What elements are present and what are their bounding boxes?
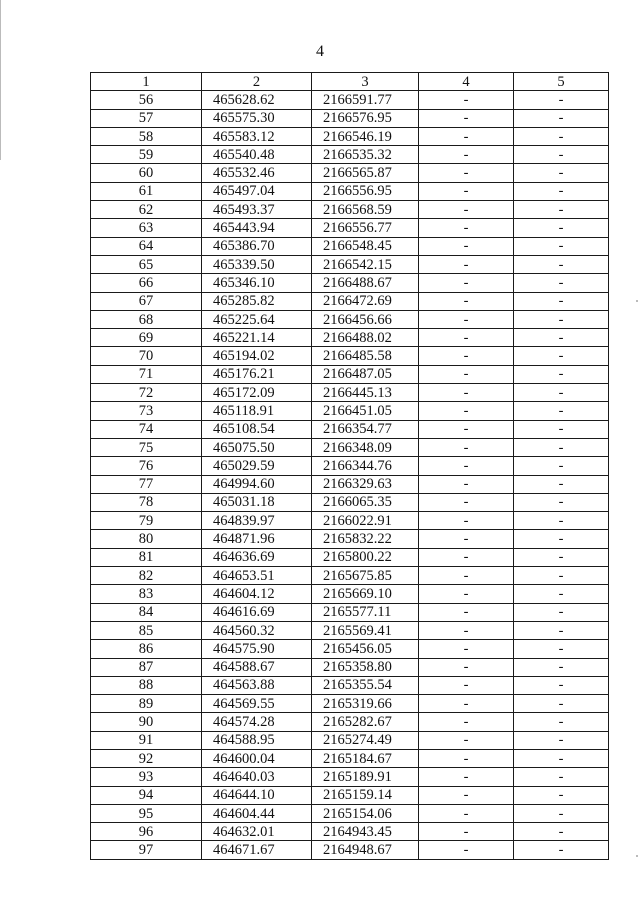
column-5-cell: - xyxy=(514,329,609,347)
x-coordinate-cell: 464839.97 xyxy=(202,512,312,530)
x-coordinate-cell: 464644.10 xyxy=(202,786,312,804)
x-coordinate-cell: 465628.62 xyxy=(202,91,312,109)
table-row xyxy=(91,530,609,548)
table-row xyxy=(91,384,609,402)
point-number-cell: 71 xyxy=(91,365,202,383)
y-coordinate-cell: 2166556.95 xyxy=(312,182,419,200)
y-coordinate-cell: 2166348.09 xyxy=(312,438,419,456)
column-5-cell: - xyxy=(514,548,609,566)
point-number-cell: 62 xyxy=(91,201,202,219)
y-coordinate-cell: 2165319.66 xyxy=(312,695,419,713)
column-4-cell: - xyxy=(419,621,514,639)
table-row xyxy=(91,731,609,749)
point-number-cell: 59 xyxy=(91,146,202,164)
column-4-cell: - xyxy=(419,347,514,365)
column-4-cell: - xyxy=(419,823,514,841)
table-row xyxy=(91,841,609,859)
point-number-cell: 66 xyxy=(91,274,202,292)
x-coordinate-cell: 464653.51 xyxy=(202,567,312,585)
column-4-cell: - xyxy=(419,713,514,731)
x-coordinate-cell: 464569.55 xyxy=(202,695,312,713)
y-coordinate-cell: 2165358.80 xyxy=(312,658,419,676)
x-coordinate-cell: 464632.01 xyxy=(202,823,312,841)
table-row xyxy=(91,475,609,493)
point-number-cell: 84 xyxy=(91,603,202,621)
x-coordinate-cell: 464604.44 xyxy=(202,804,312,822)
page-number: 4 xyxy=(316,43,324,60)
y-coordinate-cell: 2164943.45 xyxy=(312,823,419,841)
column-5-cell: - xyxy=(514,438,609,456)
x-coordinate-cell: 465540.48 xyxy=(202,146,312,164)
column-4-cell: - xyxy=(419,127,514,145)
column-5-cell: - xyxy=(514,621,609,639)
column-5-cell: - xyxy=(514,640,609,658)
point-number-cell: 83 xyxy=(91,585,202,603)
column-4-cell: - xyxy=(419,585,514,603)
column-5-cell: - xyxy=(514,603,609,621)
column-5-cell: - xyxy=(514,804,609,822)
point-number-cell: 67 xyxy=(91,292,202,310)
y-coordinate-cell: 2166065.35 xyxy=(312,493,419,511)
y-coordinate-cell: 2166488.02 xyxy=(312,329,419,347)
column-5-cell: - xyxy=(514,109,609,127)
table-row xyxy=(91,347,609,365)
y-coordinate-cell: 2164948.67 xyxy=(312,841,419,859)
y-coordinate-cell: 2165282.67 xyxy=(312,713,419,731)
y-coordinate-cell: 2166445.13 xyxy=(312,384,419,402)
column-4-cell: - xyxy=(419,146,514,164)
column-5-cell: - xyxy=(514,219,609,237)
y-coordinate-cell: 2165274.49 xyxy=(312,731,419,749)
point-number-cell: 78 xyxy=(91,493,202,511)
point-number-cell: 89 xyxy=(91,695,202,713)
column-5-cell: - xyxy=(514,384,609,402)
x-coordinate-cell: 465225.64 xyxy=(202,310,312,328)
y-coordinate-cell: 2166488.67 xyxy=(312,274,419,292)
column-4-cell: - xyxy=(419,548,514,566)
column-5-cell: - xyxy=(514,146,609,164)
table-row xyxy=(91,329,609,347)
column-5-cell: - xyxy=(514,310,609,328)
column-4-cell: - xyxy=(419,292,514,310)
y-coordinate-cell: 2166546.19 xyxy=(312,127,419,145)
x-coordinate-cell: 465443.94 xyxy=(202,219,312,237)
table-row xyxy=(91,164,609,182)
column-4-cell: - xyxy=(419,438,514,456)
table-row xyxy=(91,255,609,273)
x-coordinate-cell: 464640.03 xyxy=(202,768,312,786)
x-coordinate-cell: 464671.67 xyxy=(202,841,312,859)
y-coordinate-cell: 2166022.91 xyxy=(312,512,419,530)
point-number-cell: 74 xyxy=(91,420,202,438)
x-coordinate-cell: 465285.82 xyxy=(202,292,312,310)
table-row xyxy=(91,201,609,219)
column-5-cell: - xyxy=(514,237,609,255)
x-coordinate-cell: 464560.32 xyxy=(202,621,312,639)
y-coordinate-cell: 2166542.15 xyxy=(312,255,419,273)
y-coordinate-cell: 2165189.91 xyxy=(312,768,419,786)
column-5-cell: - xyxy=(514,475,609,493)
column-4-cell: - xyxy=(419,255,514,273)
column-4-cell: - xyxy=(419,457,514,475)
point-number-cell: 82 xyxy=(91,567,202,585)
x-coordinate-cell: 464636.69 xyxy=(202,548,312,566)
column-4-cell: - xyxy=(419,182,514,200)
column-5-cell: - xyxy=(514,91,609,109)
column-5-cell: - xyxy=(514,841,609,859)
y-coordinate-cell: 2166344.76 xyxy=(312,457,419,475)
coordinates-table xyxy=(90,72,609,860)
x-coordinate-cell: 464871.96 xyxy=(202,530,312,548)
table-row xyxy=(91,91,609,109)
point-number-cell: 64 xyxy=(91,237,202,255)
point-number-cell: 68 xyxy=(91,310,202,328)
column-5-cell: - xyxy=(514,512,609,530)
point-number-cell: 80 xyxy=(91,530,202,548)
y-coordinate-cell: 2165669.10 xyxy=(312,585,419,603)
y-coordinate-cell: 2165154.06 xyxy=(312,804,419,822)
x-coordinate-cell: 464600.04 xyxy=(202,749,312,767)
column-4-cell: - xyxy=(419,109,514,127)
y-coordinate-cell: 2165675.85 xyxy=(312,567,419,585)
point-number-cell: 76 xyxy=(91,457,202,475)
column-5-cell: - xyxy=(514,402,609,420)
table-row xyxy=(91,786,609,804)
point-number-cell: 92 xyxy=(91,749,202,767)
table-row xyxy=(91,402,609,420)
table-row xyxy=(91,823,609,841)
y-coordinate-cell: 2166565.87 xyxy=(312,164,419,182)
y-coordinate-cell: 2165577.11 xyxy=(312,603,419,621)
column-5-cell: - xyxy=(514,786,609,804)
column-5-cell: - xyxy=(514,274,609,292)
table-header-row xyxy=(91,73,609,91)
x-coordinate-cell: 465176.21 xyxy=(202,365,312,383)
column-4-cell: - xyxy=(419,420,514,438)
point-number-cell: 94 xyxy=(91,786,202,804)
column-4-cell: - xyxy=(419,640,514,658)
column-4-cell: - xyxy=(419,329,514,347)
y-coordinate-cell: 2165456.05 xyxy=(312,640,419,658)
table-row xyxy=(91,310,609,328)
scan-edge-mark xyxy=(636,855,638,857)
x-coordinate-cell: 464574.28 xyxy=(202,713,312,731)
table-row xyxy=(91,512,609,530)
table-row xyxy=(91,127,609,145)
column-4-cell: - xyxy=(419,475,514,493)
column-5-cell: - xyxy=(514,713,609,731)
x-coordinate-cell: 465221.14 xyxy=(202,329,312,347)
column-4-cell: - xyxy=(419,731,514,749)
column-4-cell: - xyxy=(419,658,514,676)
column-5-cell: - xyxy=(514,695,609,713)
point-number-cell: 93 xyxy=(91,768,202,786)
table-row xyxy=(91,713,609,731)
y-coordinate-cell: 2166472.69 xyxy=(312,292,419,310)
table-row xyxy=(91,146,609,164)
point-number-cell: 56 xyxy=(91,91,202,109)
column-4-cell: - xyxy=(419,365,514,383)
column-5-cell: - xyxy=(514,127,609,145)
table-row xyxy=(91,438,609,456)
table-row xyxy=(91,585,609,603)
point-number-cell: 61 xyxy=(91,182,202,200)
table-row xyxy=(91,109,609,127)
x-coordinate-cell: 465339.50 xyxy=(202,255,312,273)
point-number-cell: 63 xyxy=(91,219,202,237)
column-5-cell: - xyxy=(514,347,609,365)
column-5-cell: - xyxy=(514,457,609,475)
x-coordinate-cell: 465172.09 xyxy=(202,384,312,402)
column-5-cell: - xyxy=(514,420,609,438)
y-coordinate-cell: 2166456.66 xyxy=(312,310,419,328)
column-4-cell: - xyxy=(419,749,514,767)
column-4-cell: - xyxy=(419,603,514,621)
column-4-cell: - xyxy=(419,841,514,859)
table-row xyxy=(91,567,609,585)
x-coordinate-cell: 464604.12 xyxy=(202,585,312,603)
y-coordinate-cell: 2165184.67 xyxy=(312,749,419,767)
x-coordinate-cell: 465194.02 xyxy=(202,347,312,365)
y-coordinate-cell: 2166591.77 xyxy=(312,91,419,109)
column-4-cell: - xyxy=(419,567,514,585)
column-4-cell: - xyxy=(419,493,514,511)
column-5-cell: - xyxy=(514,768,609,786)
x-coordinate-cell: 464616.69 xyxy=(202,603,312,621)
column-5-cell: - xyxy=(514,567,609,585)
column-4-cell: - xyxy=(419,695,514,713)
y-coordinate-cell: 2166354.77 xyxy=(312,420,419,438)
point-number-cell: 72 xyxy=(91,384,202,402)
y-coordinate-cell: 2166451.05 xyxy=(312,402,419,420)
table-row xyxy=(91,621,609,639)
column-header-x-coordinate: 2 xyxy=(202,73,312,91)
point-number-cell: 60 xyxy=(91,164,202,182)
y-coordinate-cell: 2165159.14 xyxy=(312,786,419,804)
x-coordinate-cell: 464994.60 xyxy=(202,475,312,493)
point-number-cell: 65 xyxy=(91,255,202,273)
table-row xyxy=(91,640,609,658)
table-row xyxy=(91,274,609,292)
column-4-cell: - xyxy=(419,804,514,822)
y-coordinate-cell: 2165355.54 xyxy=(312,676,419,694)
column-4-cell: - xyxy=(419,384,514,402)
table-row xyxy=(91,219,609,237)
y-coordinate-cell: 2166329.63 xyxy=(312,475,419,493)
y-coordinate-cell: 2166485.58 xyxy=(312,347,419,365)
y-coordinate-cell: 2165800.22 xyxy=(312,548,419,566)
point-number-cell: 81 xyxy=(91,548,202,566)
table-row xyxy=(91,676,609,694)
column-header-y-coordinate: 3 xyxy=(312,73,419,91)
column-5-cell: - xyxy=(514,823,609,841)
column-4-cell: - xyxy=(419,676,514,694)
x-coordinate-cell: 464575.90 xyxy=(202,640,312,658)
column-header-4: 4 xyxy=(419,73,514,91)
column-5-cell: - xyxy=(514,182,609,200)
y-coordinate-cell: 2166556.77 xyxy=(312,219,419,237)
point-number-cell: 70 xyxy=(91,347,202,365)
column-5-cell: - xyxy=(514,255,609,273)
point-number-cell: 95 xyxy=(91,804,202,822)
column-5-cell: - xyxy=(514,530,609,548)
x-coordinate-cell: 465532.46 xyxy=(202,164,312,182)
x-coordinate-cell: 465075.50 xyxy=(202,438,312,456)
column-5-cell: - xyxy=(514,585,609,603)
x-coordinate-cell: 465583.12 xyxy=(202,127,312,145)
column-5-cell: - xyxy=(514,292,609,310)
table-row xyxy=(91,182,609,200)
point-number-cell: 97 xyxy=(91,841,202,859)
column-5-cell: - xyxy=(514,658,609,676)
y-coordinate-cell: 2166548.45 xyxy=(312,237,419,255)
x-coordinate-cell: 465108.54 xyxy=(202,420,312,438)
scan-edge-mark xyxy=(636,300,638,302)
table-row xyxy=(91,658,609,676)
x-coordinate-cell: 465497.04 xyxy=(202,182,312,200)
point-number-cell: 58 xyxy=(91,127,202,145)
table-row xyxy=(91,768,609,786)
column-5-cell: - xyxy=(514,493,609,511)
point-number-cell: 96 xyxy=(91,823,202,841)
point-number-cell: 90 xyxy=(91,713,202,731)
table-row xyxy=(91,457,609,475)
table-row xyxy=(91,548,609,566)
table-row xyxy=(91,493,609,511)
point-number-cell: 79 xyxy=(91,512,202,530)
column-5-cell: - xyxy=(514,164,609,182)
table-body xyxy=(91,91,609,859)
column-5-cell: - xyxy=(514,201,609,219)
column-4-cell: - xyxy=(419,530,514,548)
x-coordinate-cell: 465575.30 xyxy=(202,109,312,127)
point-number-cell: 85 xyxy=(91,621,202,639)
table-row xyxy=(91,804,609,822)
point-number-cell: 91 xyxy=(91,731,202,749)
column-4-cell: - xyxy=(419,274,514,292)
column-header-point-number: 1 xyxy=(91,73,202,91)
x-coordinate-cell: 465031.18 xyxy=(202,493,312,511)
point-number-cell: 75 xyxy=(91,438,202,456)
x-coordinate-cell: 465029.59 xyxy=(202,457,312,475)
x-coordinate-cell: 465386.70 xyxy=(202,237,312,255)
y-coordinate-cell: 2165832.22 xyxy=(312,530,419,548)
column-4-cell: - xyxy=(419,768,514,786)
column-4-cell: - xyxy=(419,164,514,182)
table-row xyxy=(91,420,609,438)
x-coordinate-cell: 464588.67 xyxy=(202,658,312,676)
column-4-cell: - xyxy=(419,201,514,219)
column-4-cell: - xyxy=(419,219,514,237)
table-row xyxy=(91,749,609,767)
y-coordinate-cell: 2166568.59 xyxy=(312,201,419,219)
y-coordinate-cell: 2165569.41 xyxy=(312,621,419,639)
x-coordinate-cell: 464588.95 xyxy=(202,731,312,749)
column-5-cell: - xyxy=(514,749,609,767)
point-number-cell: 57 xyxy=(91,109,202,127)
point-number-cell: 86 xyxy=(91,640,202,658)
column-5-cell: - xyxy=(514,365,609,383)
table-row xyxy=(91,695,609,713)
x-coordinate-cell: 465118.91 xyxy=(202,402,312,420)
x-coordinate-cell: 465346.10 xyxy=(202,274,312,292)
table-row xyxy=(91,292,609,310)
column-4-cell: - xyxy=(419,402,514,420)
column-4-cell: - xyxy=(419,512,514,530)
point-number-cell: 88 xyxy=(91,676,202,694)
table-row xyxy=(91,603,609,621)
y-coordinate-cell: 2166576.95 xyxy=(312,109,419,127)
column-5-cell: - xyxy=(514,676,609,694)
column-4-cell: - xyxy=(419,237,514,255)
point-number-cell: 73 xyxy=(91,402,202,420)
column-4-cell: - xyxy=(419,786,514,804)
column-4-cell: - xyxy=(419,91,514,109)
column-header-5: 5 xyxy=(514,73,609,91)
y-coordinate-cell: 2166487.05 xyxy=(312,365,419,383)
x-coordinate-cell: 464563.88 xyxy=(202,676,312,694)
x-coordinate-cell: 465493.37 xyxy=(202,201,312,219)
column-4-cell: - xyxy=(419,310,514,328)
point-number-cell: 77 xyxy=(91,475,202,493)
table-row xyxy=(91,237,609,255)
point-number-cell: 69 xyxy=(91,329,202,347)
point-number-cell: 87 xyxy=(91,658,202,676)
table-row xyxy=(91,365,609,383)
scan-edge-mark xyxy=(0,0,1,160)
column-5-cell: - xyxy=(514,731,609,749)
y-coordinate-cell: 2166535.32 xyxy=(312,146,419,164)
